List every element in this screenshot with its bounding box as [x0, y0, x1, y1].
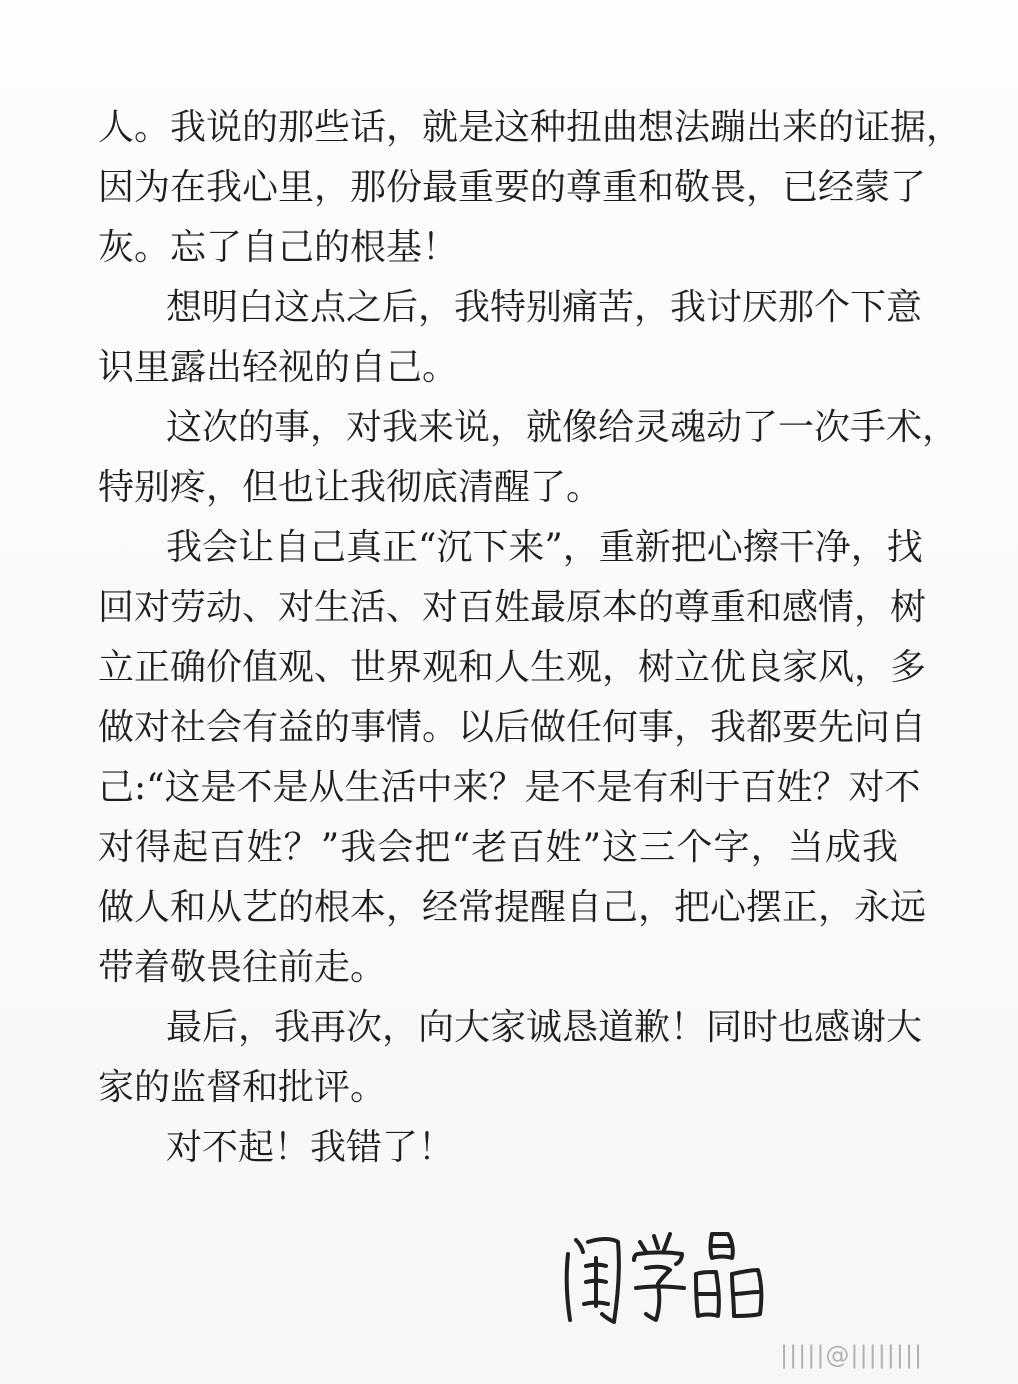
letter-line: 灰。忘了自己的根基！ — [98, 227, 459, 268]
letter-line: 回对劳动、对生活、对百姓最原本的尊重和感情，树 — [98, 587, 927, 628]
letter-line: 识里露出轻视的自己。 — [98, 347, 459, 388]
letter-line: 特别疼，但也让我彻底清醒了。 — [98, 467, 603, 508]
letter-line: 做对社会有益的事情。以后做任何事，我都要先问自 — [98, 707, 927, 748]
signature-image — [556, 1222, 786, 1332]
platform-watermark: |||||@|||||||| — [780, 1341, 924, 1369]
letter-line: 因为在我心里，那份最重要的尊重和敬畏，已经蒙了 — [98, 167, 927, 208]
letter-line: 做人和从艺的根本，经常提醒自己，把心摆正，永远 — [98, 887, 927, 928]
letter-line: 立正确价值观、世界观和人生观，树立优良家风，多 — [98, 647, 927, 688]
letter-line: 对不起！我错了！ — [166, 1127, 455, 1168]
letter-line: 最后，我再次，向大家诚恳道歉！同时也感谢大 — [166, 1007, 923, 1048]
letter-line: 家的监督和批评。 — [98, 1067, 387, 1108]
letter-line: 这次的事，对我来说，就像给灵魂动了一次手术， — [166, 407, 959, 448]
letter-line: 人。我说的那些话，就是这种扭曲想法蹦出来的证据， — [98, 107, 963, 148]
letter-line: 对得起百姓？”我会把“老百姓”这三个字，当成我 — [98, 827, 898, 868]
letter-line: 想明白这点之后，我特别痛苦，我讨厌那个下意 — [166, 287, 923, 328]
letter-line: 我会让自己真正“沉下来”，重新把心擦干净，找 — [166, 527, 923, 568]
letter-line: 带着敬畏往前走。 — [98, 947, 387, 988]
letter-line: 己:“这是不是从生活中来？是不是有利于百姓？对不 — [98, 767, 921, 808]
